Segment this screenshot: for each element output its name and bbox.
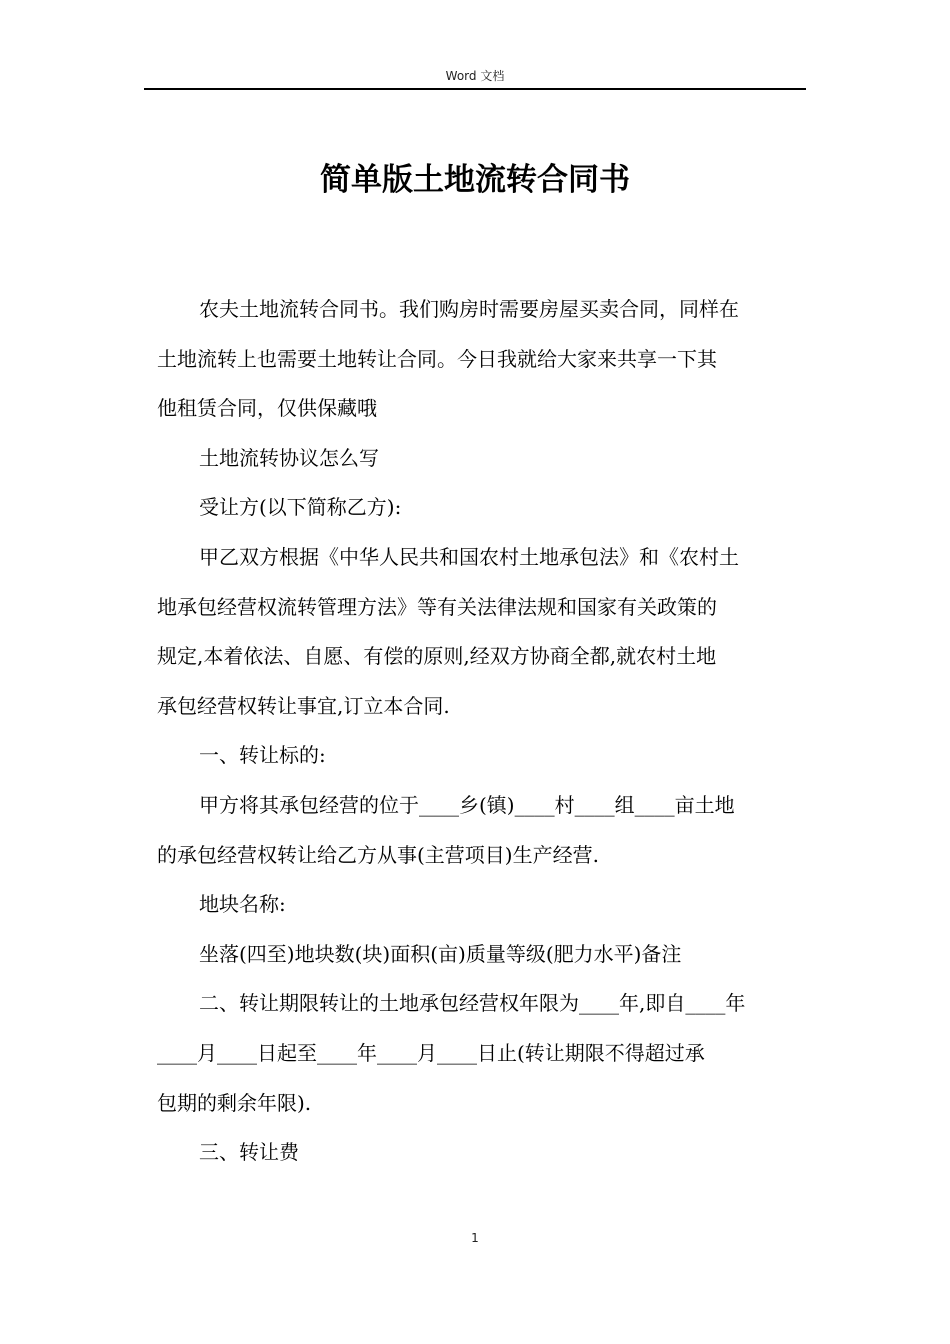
text-line: 三、转让费 (199, 1140, 299, 1165)
document-title: 简单版土地流转合同书 (320, 162, 630, 198)
text-line: 二、转让期限转让的土地承包经营权年限为____年,即自____年 (199, 991, 746, 1016)
text-line: 坐落(四至)地块数(块)面积(亩)质量等级(肥力水平)备注 (199, 941, 682, 966)
paragraph-legal-basis (157, 533, 808, 731)
page-footer (0, 1228, 950, 1248)
section-heading-2 (157, 979, 808, 1128)
text-line: 农夫土地流转合同书。我们购房时需要房屋买卖合同，同样在 (199, 297, 739, 321)
text-line: 他租赁合同，仅供保藏哦 (157, 396, 377, 421)
page-header (144, 66, 806, 90)
text-line: 土地流转上也需要土地转让合同。今日我就给大家来共享一下其 (157, 346, 717, 371)
section-heading-1 (178, 731, 808, 781)
paragraph-plot-name (178, 880, 808, 930)
paragraph-plot-columns (178, 930, 808, 980)
text-line: 受让方(以下简称乙方): (199, 495, 402, 520)
text-line: 一、转让标的: (199, 743, 326, 768)
text-line: 包期的剩余年限). (157, 1090, 312, 1115)
text-line: 土地流转协议怎么写 (199, 445, 379, 470)
paragraph-how-to-write (178, 434, 808, 484)
document-body (157, 285, 808, 1178)
text-line: ____月____日起至____年____月____日止(转让期限不得超过承 (157, 1040, 705, 1065)
text-line: 甲方将其承包经营的位于____乡(镇)____村____组____亩土地 (199, 792, 735, 817)
paragraph-transferee (178, 483, 808, 533)
paragraph-transfer-object (157, 781, 808, 880)
text-line: 规定,本着依法、自愿、有偿的原则,经双方协商全都,就农村土地 (157, 644, 717, 669)
text-line: 的承包经营权转让给乙方从事(主营项目)生产经营. (157, 842, 599, 867)
page-number: 1 (471, 1231, 479, 1245)
paragraph-intro (157, 285, 808, 434)
text-line: 地承包经营权流转管理方法》等有关法律法规和国家有关政策的 (157, 594, 717, 619)
section-heading-3 (178, 1128, 808, 1178)
text-line: 承包经营权转让事宜,订立本合同. (157, 693, 450, 718)
text-line: 甲乙双方根据《中华人民共和国农村土地承包法》和《农村土 (199, 544, 739, 569)
header-text: Word 文档 (445, 69, 505, 83)
text-line: 地块名称: (199, 892, 286, 917)
